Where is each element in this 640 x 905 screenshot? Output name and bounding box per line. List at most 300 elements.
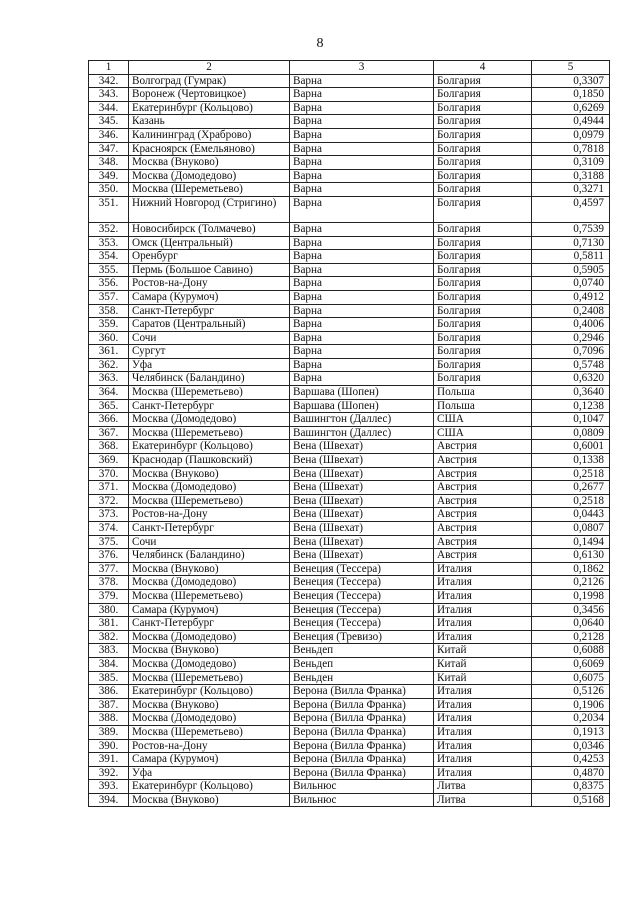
coefficient: 0,0979 [532,128,610,142]
coefficient: 0,2677 [532,481,610,495]
table-row [89,508,610,522]
table-row [89,304,610,318]
departure-airport: Нижний Новгород (Стригино) [129,196,290,222]
destination-airport: Вашингтон (Даллес) [290,426,434,440]
departure-airport: Москва (Шереметьево) [129,426,290,440]
coefficient: 0,1913 [532,725,610,739]
destination-airport: Верона (Вилла Франка) [290,753,434,767]
destination-airport: Варна [290,250,434,264]
departure-airport: Уфа [129,766,290,780]
departure-airport: Сургут [129,345,290,359]
table-row [89,196,610,222]
country: Литва [434,780,532,794]
coefficient: 0,7096 [532,345,610,359]
table-row [89,780,610,794]
departure-airport: Екатеринбург (Кольцово) [129,440,290,454]
country: Болгария [434,142,532,156]
table-row [89,74,610,88]
country: Литва [434,793,532,807]
row-number: 373. [89,508,129,522]
country: Италия [434,753,532,767]
routes-table [88,60,610,807]
coefficient: 0,3271 [532,183,610,197]
country: Болгария [434,196,532,222]
table-row [89,222,610,236]
row-number: 350. [89,183,129,197]
departure-airport: Ростов-на-Дону [129,508,290,522]
destination-airport: Варшава (Шопен) [290,399,434,413]
table-row [89,236,610,250]
page-number: 8 [316,36,324,51]
destination-airport: Варна [290,372,434,386]
destination-airport: Варна [290,331,434,345]
coefficient: 0,6075 [532,671,610,685]
destination-airport: Веньдеп [290,657,434,671]
row-number: 347. [89,142,129,156]
row-number: 385. [89,671,129,685]
row-number: 353. [89,236,129,250]
destination-airport: Варна [290,115,434,129]
row-number: 378. [89,576,129,590]
column-header: 1 [89,61,129,75]
country: Италия [434,766,532,780]
table-row [89,576,610,590]
row-number: 366. [89,413,129,427]
country: Болгария [434,183,532,197]
country: Польша [434,399,532,413]
departure-airport: Москва (Внуково) [129,644,290,658]
destination-airport: Варна [290,358,434,372]
coefficient: 0,1338 [532,454,610,468]
table-row [89,549,610,563]
country: Китай [434,671,532,685]
coefficient: 0,0640 [532,617,610,631]
country: Болгария [434,372,532,386]
row-number: 349. [89,169,129,183]
country: Италия [434,685,532,699]
row-number: 348. [89,156,129,170]
coefficient: 0,1850 [532,88,610,102]
coefficient: 0,1998 [532,589,610,603]
destination-airport: Венеция (Тессера) [290,589,434,603]
row-number: 346. [89,128,129,142]
coefficient: 0,2126 [532,576,610,590]
destination-airport: Варна [290,345,434,359]
coefficient: 0,2034 [532,712,610,726]
row-number: 382. [89,630,129,644]
table-row [89,671,610,685]
coefficient: 0,6069 [532,657,610,671]
destination-airport: Венеция (Тессера) [290,603,434,617]
table-row [89,183,610,197]
table-row [89,263,610,277]
destination-airport: Вена (Швехат) [290,440,434,454]
coefficient: 0,6001 [532,440,610,454]
row-number: 371. [89,481,129,495]
destination-airport: Варна [290,88,434,102]
country: Австрия [434,481,532,495]
row-number: 375. [89,535,129,549]
table-row [89,603,610,617]
coefficient: 0,2518 [532,467,610,481]
coefficient: 0,6130 [532,549,610,563]
destination-airport: Варна [290,74,434,88]
destination-airport: Варна [290,183,434,197]
country: Болгария [434,345,532,359]
table-row [89,169,610,183]
destination-airport: Верона (Вилла Франка) [290,725,434,739]
destination-airport: Веньдеп [290,644,434,658]
row-number: 386. [89,685,129,699]
country: Болгария [434,318,532,332]
destination-airport: Варна [290,222,434,236]
coefficient: 0,0443 [532,508,610,522]
coefficient: 0,6269 [532,101,610,115]
table-row [89,440,610,454]
departure-airport: Калининград (Храброво) [129,128,290,142]
coefficient: 0,2946 [532,331,610,345]
table-row [89,128,610,142]
country: Италия [434,725,532,739]
departure-airport: Санкт-Петербург [129,399,290,413]
row-number: 374. [89,522,129,536]
country: Австрия [434,440,532,454]
coefficient: 0,1047 [532,413,610,427]
row-number: 365. [89,399,129,413]
country: Италия [434,576,532,590]
destination-airport: Венеция (Тессера) [290,576,434,590]
country: Китай [434,657,532,671]
table-row [89,250,610,264]
country: Болгария [434,169,532,183]
country: Болгария [434,290,532,304]
departure-airport: Красноярск (Емельяново) [129,142,290,156]
row-number: 392. [89,766,129,780]
country: Китай [434,644,532,658]
row-number: 362. [89,358,129,372]
row-number: 379. [89,589,129,603]
coefficient: 0,1862 [532,562,610,576]
country: Болгария [434,250,532,264]
table-row [89,766,610,780]
table-body [89,74,610,807]
row-number: 389. [89,725,129,739]
destination-airport: Вена (Швехат) [290,481,434,495]
departure-airport: Москва (Внуково) [129,156,290,170]
destination-airport: Веньден [290,671,434,685]
table-row [89,372,610,386]
coefficient: 0,5811 [532,250,610,264]
row-number: 368. [89,440,129,454]
country: Болгария [434,115,532,129]
departure-airport: Новосибирск (Толмачево) [129,222,290,236]
row-number: 355. [89,263,129,277]
departure-airport: Москва (Домодедово) [129,630,290,644]
country: Болгария [434,358,532,372]
destination-airport: Варна [290,101,434,115]
coefficient: 0,3307 [532,74,610,88]
row-number: 387. [89,698,129,712]
destination-airport: Вена (Швехат) [290,549,434,563]
departure-airport: Москва (Внуково) [129,467,290,481]
coefficient: 0,4006 [532,318,610,332]
coefficient: 0,5168 [532,793,610,807]
country: Австрия [434,454,532,468]
country: Болгария [434,156,532,170]
country: Болгария [434,74,532,88]
table-row [89,657,610,671]
departure-airport: Москва (Домодедово) [129,576,290,590]
country: Болгария [434,101,532,115]
departure-airport: Уфа [129,358,290,372]
country: Италия [434,698,532,712]
country: Австрия [434,549,532,563]
country: Австрия [434,508,532,522]
departure-airport: Самара (Курумоч) [129,753,290,767]
table-row [89,467,610,481]
departure-airport: Москва (Шереметьево) [129,725,290,739]
destination-airport: Варшава (Шопен) [290,386,434,400]
destination-airport: Варна [290,169,434,183]
country: Австрия [434,522,532,536]
table-row [89,725,610,739]
departure-airport: Москва (Домодедово) [129,169,290,183]
departure-airport: Москва (Шереметьево) [129,589,290,603]
table-row [89,793,610,807]
table-row [89,644,610,658]
destination-airport: Вена (Швехат) [290,522,434,536]
coefficient: 0,5748 [532,358,610,372]
table-row [89,115,610,129]
coefficient: 0,1906 [532,698,610,712]
table-row [89,156,610,170]
departure-airport: Краснодар (Пашковский) [129,454,290,468]
departure-airport: Сочи [129,535,290,549]
coefficient: 0,0809 [532,426,610,440]
coefficient: 0,0740 [532,277,610,291]
departure-airport: Пермь (Большое Савино) [129,263,290,277]
row-number: 356. [89,277,129,291]
row-number: 377. [89,562,129,576]
country: Италия [434,589,532,603]
row-number: 361. [89,345,129,359]
destination-airport: Верона (Вилла Франка) [290,766,434,780]
destination-airport: Вена (Швехат) [290,467,434,481]
row-number: 345. [89,115,129,129]
country: США [434,426,532,440]
destination-airport: Варна [290,196,434,222]
table-header-row [89,61,610,75]
departure-airport: Саратов (Центральный) [129,318,290,332]
table-row [89,358,610,372]
departure-airport: Москва (Внуково) [129,793,290,807]
departure-airport: Санкт-Петербург [129,617,290,631]
row-number: 370. [89,467,129,481]
destination-airport: Верона (Вилла Франка) [290,739,434,753]
country: США [434,413,532,427]
departure-airport: Оренбург [129,250,290,264]
table-row [89,345,610,359]
row-number: 343. [89,88,129,102]
row-number: 358. [89,304,129,318]
departure-airport: Волгоград (Гумрак) [129,74,290,88]
coefficient: 0,3188 [532,169,610,183]
country: Болгария [434,236,532,250]
row-number: 390. [89,739,129,753]
destination-airport: Варна [290,318,434,332]
country: Болгария [434,222,532,236]
row-number: 380. [89,603,129,617]
country: Италия [434,603,532,617]
destination-airport: Варна [290,263,434,277]
table-row [89,535,610,549]
row-number: 388. [89,712,129,726]
destination-airport: Вена (Швехат) [290,508,434,522]
destination-airport: Вильнюс [290,793,434,807]
coefficient: 0,1494 [532,535,610,549]
destination-airport: Варна [290,128,434,142]
country: Италия [434,617,532,631]
coefficient: 0,0807 [532,522,610,536]
table-row [89,88,610,102]
coefficient: 0,4870 [532,766,610,780]
departure-airport: Москва (Шереметьево) [129,494,290,508]
row-number: 372. [89,494,129,508]
coefficient: 0,8375 [532,780,610,794]
coefficient: 0,4944 [532,115,610,129]
column-header: 2 [129,61,290,75]
country: Болгария [434,128,532,142]
row-number: 363. [89,372,129,386]
departure-airport: Москва (Домодедово) [129,712,290,726]
coefficient: 0,2518 [532,494,610,508]
coefficient: 0,4912 [532,290,610,304]
departure-airport: Москва (Домодедово) [129,413,290,427]
coefficient: 0,7539 [532,222,610,236]
coefficient: 0,2408 [532,304,610,318]
table-row [89,494,610,508]
country: Италия [434,562,532,576]
row-number: 360. [89,331,129,345]
destination-airport: Вена (Швехат) [290,454,434,468]
departure-airport: Москва (Домодедово) [129,657,290,671]
table-row [89,630,610,644]
table-row [89,413,610,427]
departure-airport: Москва (Шереметьево) [129,183,290,197]
departure-airport: Челябинск (Баландино) [129,372,290,386]
departure-airport: Ростов-на-Дону [129,739,290,753]
row-number: 367. [89,426,129,440]
country: Болгария [434,277,532,291]
departure-airport: Москва (Шереметьево) [129,386,290,400]
destination-airport: Варна [290,304,434,318]
destination-airport: Верона (Вилла Франка) [290,685,434,699]
departure-airport: Самара (Курумоч) [129,603,290,617]
coefficient: 0,1238 [532,399,610,413]
coefficient: 0,2128 [532,630,610,644]
table-row [89,562,610,576]
coefficient: 0,0346 [532,739,610,753]
coefficient: 0,3109 [532,156,610,170]
country: Австрия [434,467,532,481]
departure-airport: Ростов-на-Дону [129,277,290,291]
row-number: 354. [89,250,129,264]
destination-airport: Венеция (Тревизо) [290,630,434,644]
row-number: 381. [89,617,129,631]
coefficient: 0,5126 [532,685,610,699]
table-row [89,481,610,495]
table-row [89,426,610,440]
country: Болгария [434,304,532,318]
departure-airport: Омск (Центральный) [129,236,290,250]
destination-airport: Вена (Швехат) [290,494,434,508]
column-header: 5 [532,61,610,75]
row-number: 344. [89,101,129,115]
coefficient: 0,6088 [532,644,610,658]
coefficient: 0,5905 [532,263,610,277]
coefficient: 0,7818 [532,142,610,156]
coefficient: 0,4253 [532,753,610,767]
country: Польша [434,386,532,400]
table-row [89,685,610,699]
table-row [89,753,610,767]
coefficient: 0,3456 [532,603,610,617]
coefficient: 0,6320 [532,372,610,386]
destination-airport: Варна [290,290,434,304]
table-row [89,142,610,156]
destination-airport: Варна [290,142,434,156]
row-number: 376. [89,549,129,563]
departure-airport: Екатеринбург (Кольцово) [129,101,290,115]
row-number: 351. [89,196,129,222]
coefficient: 0,3640 [532,386,610,400]
country: Австрия [434,494,532,508]
table-row [89,277,610,291]
country: Австрия [434,535,532,549]
destination-airport: Вена (Швехат) [290,535,434,549]
destination-airport: Верона (Вилла Франка) [290,712,434,726]
table-row [89,318,610,332]
row-number: 364. [89,386,129,400]
destination-airport: Варна [290,277,434,291]
departure-airport: Челябинск (Баландино) [129,549,290,563]
table-row [89,712,610,726]
row-number: 383. [89,644,129,658]
country: Италия [434,739,532,753]
table-row [89,386,610,400]
destination-airport: Вильнюс [290,780,434,794]
coefficient: 0,7130 [532,236,610,250]
departure-airport: Санкт-Петербург [129,522,290,536]
row-number: 384. [89,657,129,671]
row-number: 393. [89,780,129,794]
row-number: 391. [89,753,129,767]
departure-airport: Сочи [129,331,290,345]
table-row [89,739,610,753]
row-number: 369. [89,454,129,468]
table-row [89,617,610,631]
destination-airport: Вашингтон (Даллес) [290,413,434,427]
row-number: 357. [89,290,129,304]
destination-airport: Венеция (Тессера) [290,617,434,631]
table-row [89,698,610,712]
departure-airport: Москва (Домодедово) [129,481,290,495]
destination-airport: Варна [290,236,434,250]
destination-airport: Венеция (Тессера) [290,562,434,576]
coefficient: 0,4597 [532,196,610,222]
country: Италия [434,630,532,644]
table-row [89,589,610,603]
